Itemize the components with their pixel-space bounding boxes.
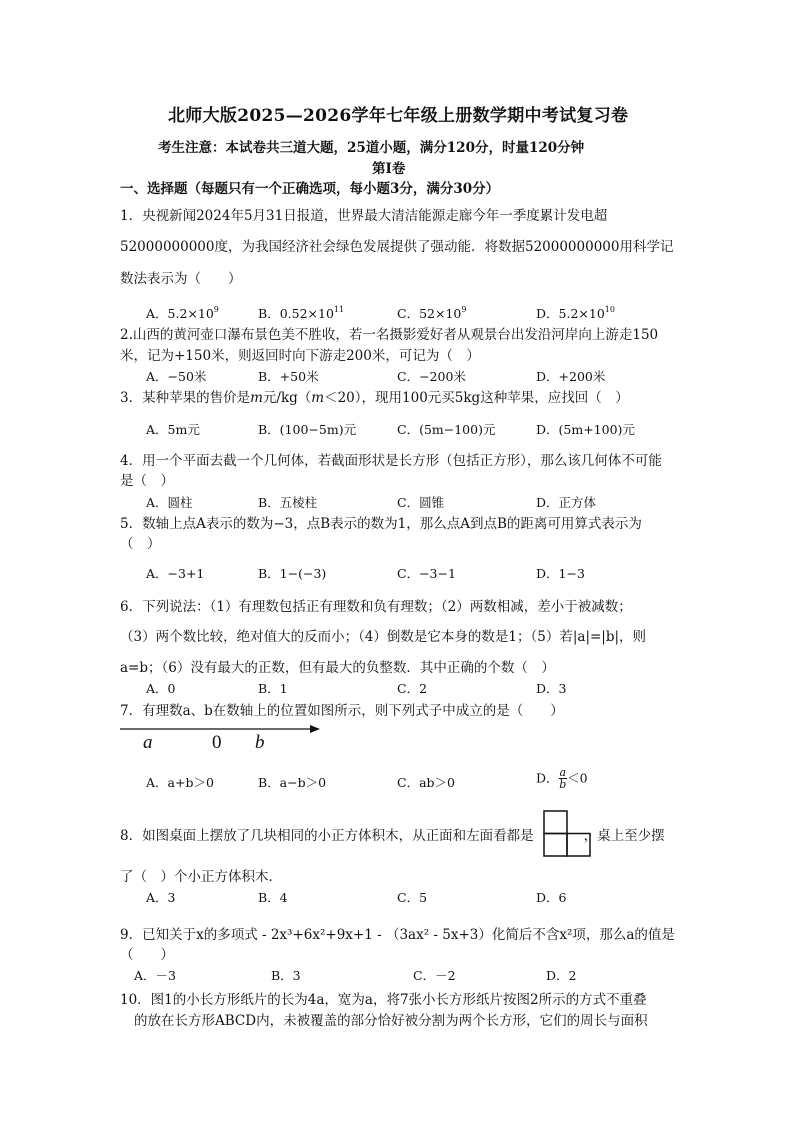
q6-line-2: （3）两个数比较，绝对值大的反而小；（4）倒数是它本身的数是1；（5）若|a|=|b|，则 [120, 629, 647, 645]
q8-line-2: 了（ ）个小正方体积木． [120, 869, 282, 885]
q4-option-b: B．五棱柱 [258, 495, 318, 510]
q9-option-c: C．－2 [413, 968, 456, 983]
q8-line-1: 8．如图桌面上摆放了几块相同的小正方体积木，从正面和左面看都是 ，桌上至少摆 [120, 828, 665, 844]
q5-option-a: A．−3+1 [146, 566, 205, 581]
q9-line-2: （ ） [120, 947, 174, 963]
q1-line-1: 1．央视新闻2024年5月31日报道，世界最大清洁能源走廊今年一季度累计发电超 [120, 208, 608, 224]
q8-option-a: A．3 [146, 890, 176, 905]
q3-option-a: A．5m元 [146, 422, 200, 437]
q3-option-d: D．(5m+100)元 [536, 422, 635, 437]
q2-option-c: C．−200米 [397, 369, 466, 384]
q7-option-b: B．a−b＞0 [258, 775, 327, 790]
q8-option-d: D．6 [536, 890, 567, 905]
q7-option-a: A．a+b＞0 [146, 775, 214, 790]
section-heading: 一、选择题（每题只有一个正确选项，每小题3分，满分30分） [120, 181, 500, 197]
q1-option-d: D．$5.2\times 10^{10}$ [536, 305, 615, 321]
q8-option-c: C．5 [397, 890, 428, 905]
q3-option-c: C．(5m−100)元 [397, 422, 496, 437]
q10-line-1: 10．图1的小长方形纸片的长为4a，宽为a，将7张小长方形纸片按图2所示的方式不重叠 [120, 992, 647, 1008]
q4-option-a: A．圆柱 [146, 495, 193, 510]
q1-option-b: B．$0.52\times 10^{11}$ [258, 305, 345, 321]
q5-option-c: C．−3−1 [397, 566, 456, 581]
q1-line-2: 52000000000度，为我国经济社会绿色发展提供了强动能．将数据52000000000用科学记 [120, 239, 674, 255]
q7-label-zero: 0 [212, 732, 222, 753]
q4-line-1: 4．用一个平面去截一个几何体，若截面形状是长方形（包括正方形），那么该几何体不可能 [120, 453, 662, 469]
q9-option-b: B．3 [271, 968, 301, 983]
q6-option-c: C．2 [397, 681, 428, 696]
q5-option-d: D．1−3 [536, 566, 585, 581]
q5-option-b: B．1−(−3) [258, 566, 327, 581]
q1-option-a: A．$5.2\times 10^9$ [146, 305, 219, 321]
number-line-arrow [310, 725, 320, 733]
exam-title: 北师大版2025—2026学年七年级上册数学期中考试复习卷 [168, 106, 629, 126]
cube-bottom-left [544, 834, 567, 857]
q2-option-b: B．+50米 [258, 369, 319, 384]
cube-top [544, 811, 567, 834]
q6-line-3: a=b；（6）没有最大的正数，但有最大的负整数．其中正确的个数（ ） [120, 660, 555, 676]
q4-option-d: D．正方体 [536, 495, 597, 510]
q10-line-2: 的放在长方形ABCD内，未被覆盖的部分恰好被分割为两个长方形，它们的周长与面积 [134, 1013, 648, 1029]
q6-option-a: A．0 [146, 681, 176, 696]
q7-option-d: D． $\frac{a}{b}$ ＜0 [536, 766, 588, 791]
q2-line-2: 米，记为+150米，则返回时向下游走200米，可记为（ ） [120, 348, 480, 364]
q9-line-1: 9．已知关于x的多项式 - 2x³+6x²+9x+1 - （3ax² - 5x+3）化简后不含x²项，那么a的值是 [120, 927, 675, 943]
fraction-a-over-b: $\frac{a}{b}$ [559, 766, 567, 791]
cube-view-figure [543, 810, 593, 857]
part-heading: 第Ⅰ卷 [372, 161, 406, 177]
q6-option-d: D．3 [536, 681, 567, 696]
q5-line-1: 5．数轴上点A表示的数为−3，点B表示的数为1，那么点A到点B的距离可用算式表示为 [120, 516, 642, 532]
q8-option-b: B．4 [258, 890, 288, 905]
q5-line-2: （ ） [120, 536, 161, 552]
q7-label-b: b [255, 732, 265, 753]
q2-line-1: 2.山西的黄河壶口瀑布景色美不胜收，若一名摄影爱好者从观景台出发沿河岸向上游走150 [120, 327, 659, 343]
cube-bottom-right [567, 834, 590, 857]
q9-option-d: D．2 [546, 968, 577, 983]
q3-line-1: 3．某种苹果的售价是m元/kg（m＜20），现用100元买5kg这种苹果，应找回（ ） [120, 390, 629, 406]
q1-option-c: C．$52\times 10^9$ [397, 305, 467, 321]
q4-line-2: 是（ ） [120, 473, 174, 489]
q1-line-3: 数法表示为（ ） [120, 271, 242, 287]
q6-line-1: 6．下列说法：（1）有理数包括正有理数和负有理数；（2）两数相减，差小于被减数； [120, 599, 632, 615]
q9-option-a: A．－3 [134, 968, 176, 983]
q7-line-1: 7．有理数a、b在数轴上的位置如图所示，则下列式子中成立的是（ ） [120, 703, 564, 719]
q7-label-a: a [143, 732, 153, 753]
q2-option-d: D．+200米 [536, 369, 606, 384]
q7-option-c: C．ab＞0 [397, 775, 455, 790]
q3-option-b: B．(100−5m)元 [258, 422, 357, 437]
q6-option-b: B．1 [258, 681, 288, 696]
q4-option-c: C．圆锥 [397, 495, 445, 510]
exam-notice: 考生注意：本试卷共三道大题，25道小题，满分120分，时量120分钟 [158, 140, 585, 156]
q2-option-a: A．−50米 [146, 369, 207, 384]
